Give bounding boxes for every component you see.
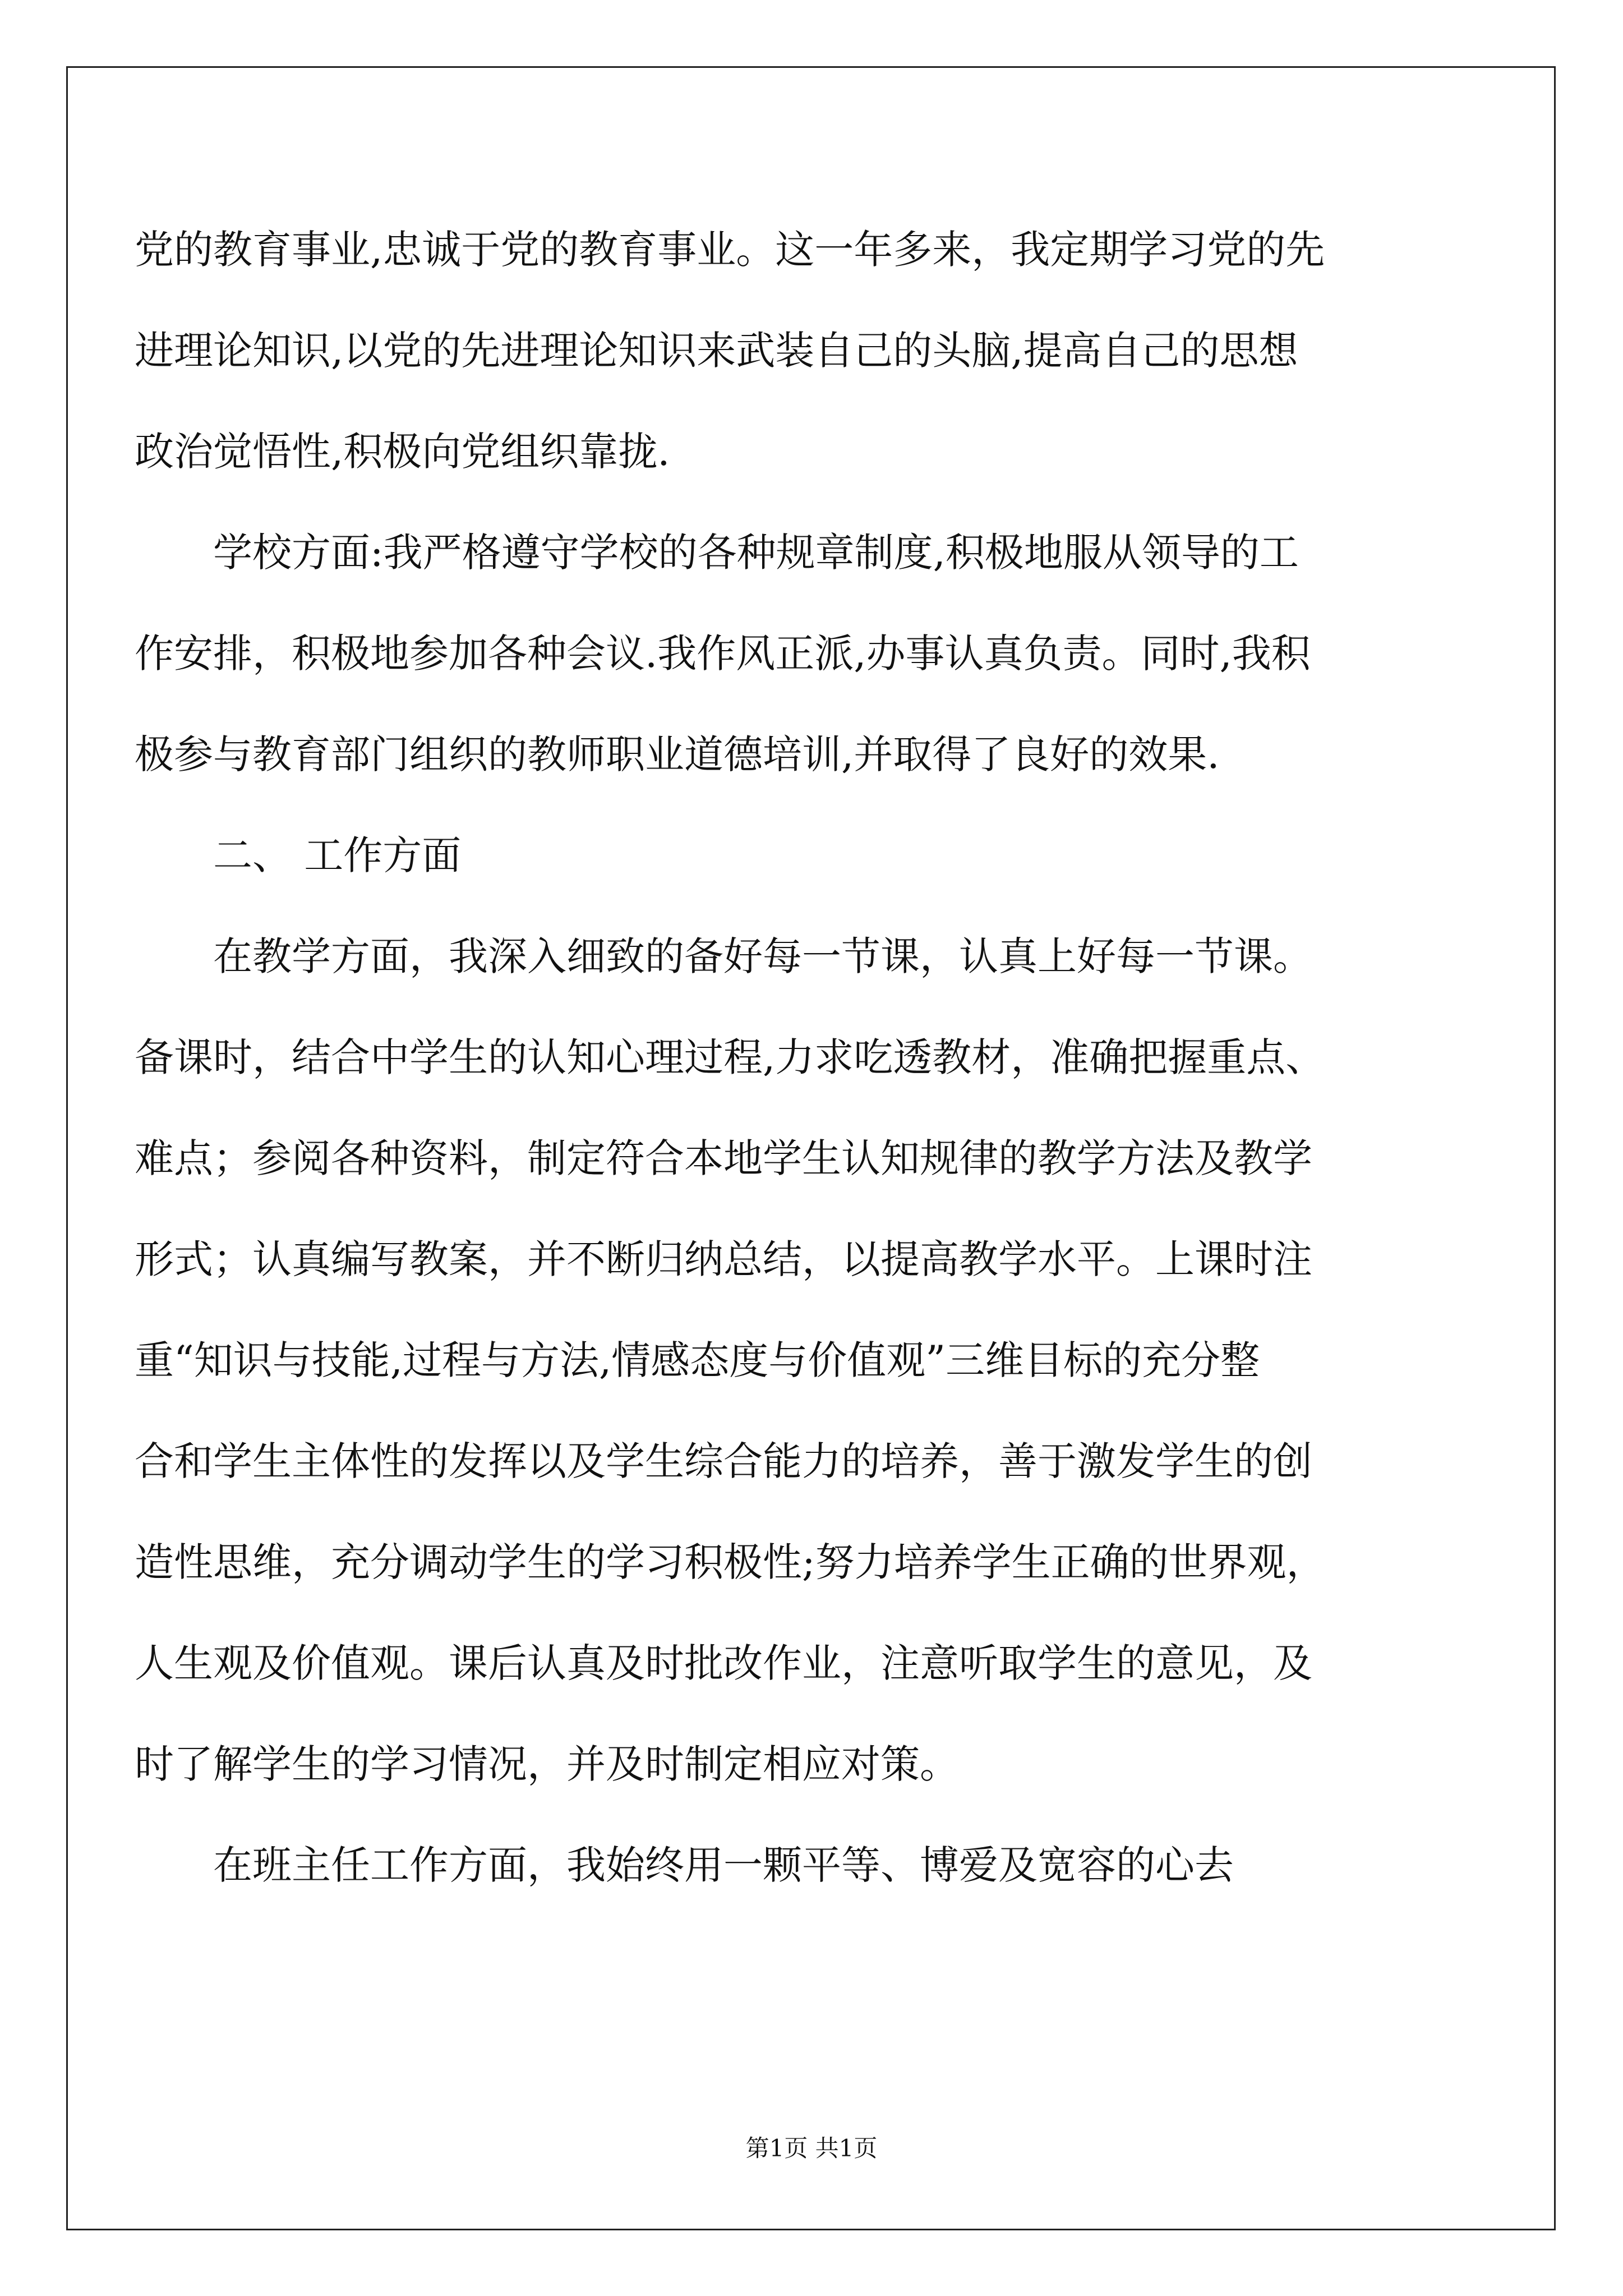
text-line: 时了解学生的学习情况，并及时制定相应对策。	[135, 1741, 959, 1787]
text-line: 难点；参阅各种资料，制定符合本地学生认知规律的教学方法及教学	[135, 1135, 1312, 1181]
text-line: 政治觉悟性,积极向党组织靠拢.	[135, 429, 670, 475]
text-line: 合和学生主体性的发挥以及学生综合能力的培养，善于激发学生的创	[135, 1438, 1312, 1484]
text-line: 人生观及价值观。课后认真及时批改作业，注意听取学生的意见，及	[135, 1640, 1312, 1686]
text-line: 重“知识与技能,过程与方法,情感态度与价值观”三维目标的充分整	[135, 1337, 1260, 1383]
paragraph-start-line: 在班主任工作方面，我始终用一颗平等、博爱及宽容的心去	[213, 1842, 1234, 1888]
text-line: 进理论知识,以党的先进理论知识来武装自己的头脑,提高自己的思想	[135, 328, 1298, 374]
text-line: 作安排，积极地参加各种会议.我作风正派,办事认真负责。同时,我积	[135, 631, 1311, 677]
text-line: 形式；认真编写教案，并不断归纳总结，以提高教学水平。上课时注	[135, 1236, 1312, 1282]
page-number-footer: 第1页 共1页	[745, 2134, 878, 2162]
section-heading: 二、 工作方面	[213, 832, 462, 878]
text-line: 党的教育事业,忠诚于党的教育事业。这一年多来，我定期学习党的先	[135, 227, 1325, 273]
text-line: 极参与教育部门组织的教师职业道德培训,并取得了良好的效果.	[135, 731, 1220, 777]
paragraph-start-line: 学校方面:我严格遵守学校的各种规章制度,积极地服从领导的工	[213, 530, 1299, 576]
text-line: 备课时，结合中学生的认知心理过程,力求吃透教材，准确把握重点、	[135, 1034, 1325, 1080]
text-line: 造性思维，充分调动学生的学习积极性;努力培养学生正确的世界观，	[135, 1539, 1326, 1585]
paragraph-start-line: 在教学方面，我深入细致的备好每一节课，认真上好每一节课。	[213, 933, 1312, 979]
